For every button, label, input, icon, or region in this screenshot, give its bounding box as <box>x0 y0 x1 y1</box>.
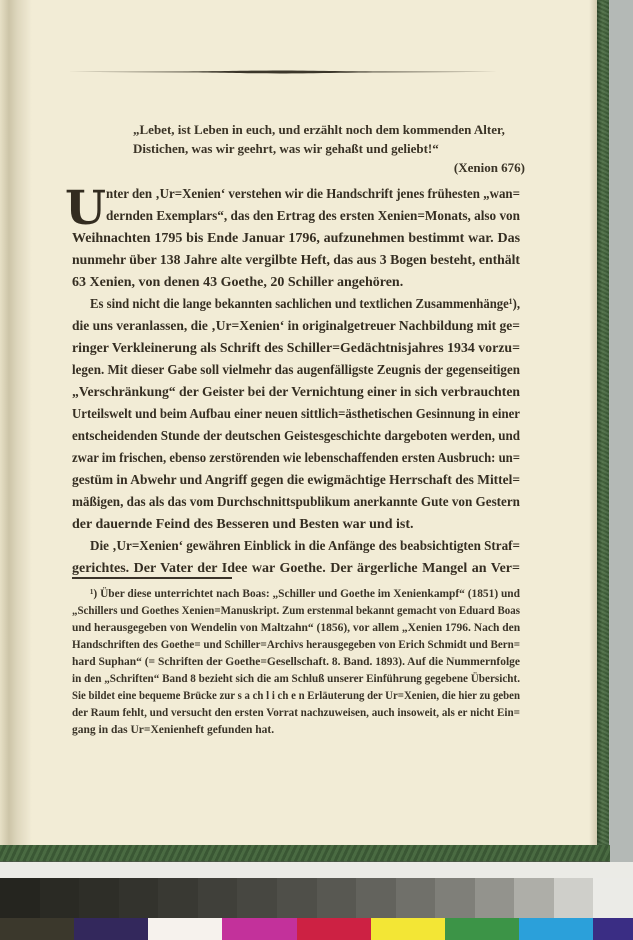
gray-step <box>158 878 198 918</box>
body-line: legen. Mit dieser Gabe soll vielmehr das augenfälligste Zeugnis der gegenseitigen <box>72 363 520 378</box>
color-patch-green <box>445 918 519 940</box>
body-line: gestüm in Abwehr und Angriff gegen die ewigmächtige Herrschaft des Mittel= <box>72 473 520 488</box>
gray-step <box>396 878 436 918</box>
book-binding-right-edge <box>597 0 609 862</box>
gray-step <box>317 878 357 918</box>
gray-step <box>119 878 159 918</box>
gray-step <box>435 878 475 918</box>
body-line: entscheidenden Stunde der deutschen Geistesgeschichte dargeboten werden, und <box>72 429 521 444</box>
body-line: Die ‚Ur=Xenien‘ gewähren Einblick in die Anfänge des beabsichtigten Straf= <box>90 539 520 554</box>
color-patch-yellow <box>371 918 445 940</box>
gray-step <box>593 878 633 918</box>
gray-step <box>237 878 277 918</box>
footnote-line: gang in das Ur=Xenienheft gefunden hat. <box>72 724 275 736</box>
gray-step <box>40 878 80 918</box>
epigraph-attribution: (Xenion 676) <box>453 160 525 175</box>
gray-step <box>554 878 594 918</box>
footnote <box>72 586 520 739</box>
body-line: gerichtes. Der Vater der Idee war Goethe. Der ärgerliche Mangel an Ver= <box>72 561 520 576</box>
body-line: „Verschränkung“ der Geister bei der Vernichtung einer in sich verbrauchten <box>72 385 521 400</box>
gray-step <box>277 878 317 918</box>
color-patch-magenta <box>222 918 296 940</box>
color-patch-cyan <box>519 918 593 940</box>
scanner-background <box>609 0 633 864</box>
gray-step <box>514 878 554 918</box>
color-patch-blue-violet <box>593 918 633 940</box>
body-line: Urteilswelt und beim Aufbau einer neuen sittlich=ästhetischen Gesinnung in einer <box>72 407 521 422</box>
body-line: der dauernde Feind des Besseren und Besten war und ist. <box>72 517 414 532</box>
body-line: dernden Exemplars“, das den Ertrag des ersten Xenien=Monats, also von <box>106 209 521 224</box>
body-line: nunmehr über 138 Jahre alte vergilbte Heft, das aus 3 Bogen besteht, enthält <box>72 253 521 268</box>
epigraph <box>133 120 525 177</box>
footnote-line: in den „Schriften“ Band 8 bezieht sich die am Schluß unserer Einführung gegebene Übersicht. <box>72 673 520 685</box>
body-line: mäßigen, das als das vom Durchschnittspublikum anerkannte Gute von Gestern <box>72 495 520 510</box>
footnote-line: Sie bildet eine bequeme Brücke zur s a ch l i ch e n Erläuterung der Ur=Xenien, die hier zu geben <box>72 690 521 702</box>
color-patch-red <box>297 918 371 940</box>
body-line: zwar im frischen, ebenso zerstörenden wie lebenschaffenden ersten Ausbruch: un= <box>72 451 520 466</box>
epigraph-line: „Lebet, ist Leben in euch, und erzählt noch dem kommenden Alter, <box>133 122 505 137</box>
color-calibration-bar <box>0 918 633 940</box>
footnote-separator <box>72 577 232 579</box>
drop-cap: U <box>65 181 106 236</box>
color-patch-white <box>148 918 222 940</box>
body-text <box>65 181 521 580</box>
book-binding-bottom-edge <box>0 845 610 862</box>
body-line: die uns veranlassen, die ‚Ur=Xenien‘ in originalgetreuer Nachbildung mit ge= <box>72 319 520 334</box>
footnote-line: hard Suphan“ (= Schriften der Goethe=Gesellschaft. 8. Band. 1893). Auf die Nummernfolge <box>72 656 521 668</box>
gray-step <box>0 878 40 918</box>
grayscale-calibration-wedge <box>0 878 633 918</box>
body-line: ringer Verkleinerung als Schrift des Schiller=Gedächtnisjahres 1934 vorzu= <box>72 341 521 356</box>
footnote-line: Handschriften des Goethe= und Schiller=Archivs herausgegeben von Erich Schmidt und Bern= <box>72 639 521 651</box>
scanner-surface-strip <box>0 862 633 878</box>
footnote-line: „Schillers und Goethes Xenien=Manuskript. Zum erstenmal bekannt gemacht von Eduard Boas <box>72 605 520 617</box>
body-line: Weihnachten 1795 bis Ende Januar 1796, aufzunehmen bestimmt war. Das <box>72 231 521 246</box>
gray-step <box>475 878 515 918</box>
gray-step <box>356 878 396 918</box>
body-line: 63 Xenien, von denen 43 Goethe, 20 Schiller angehören. <box>72 275 404 290</box>
section-rule <box>68 68 497 76</box>
gray-step <box>198 878 238 918</box>
footnote-line: der Raum fehlt, und versucht den ersten Vorrat nachzuweisen, auch insoweit, als er nicht Ein= <box>72 707 520 719</box>
color-patch-dark-violet <box>74 918 148 940</box>
footnote-line: und herausgegeben von Wendelin von Maltzahn“ (1856), vor allem „Xenien 1796. Nach den <box>72 622 521 634</box>
color-patch-dark-olive <box>0 918 74 940</box>
gray-step <box>79 878 119 918</box>
body-line: nter den ‚Ur=Xenien‘ verstehen wir die Handschrift jenes frühesten „wan= <box>106 187 520 202</box>
body-line: Es sind nicht die lange bekannten sachlichen und textlichen Zusammenhänge¹), <box>90 297 521 312</box>
epigraph-line: Distichen, was wir geehrt, was wir gehaßt und geliebt!“ <box>133 141 439 156</box>
footnote-line: ¹) Über diese unterrichtet nach Boas: „Schiller und Goethe im Xenienkampf“ (1851) und <box>90 588 520 600</box>
